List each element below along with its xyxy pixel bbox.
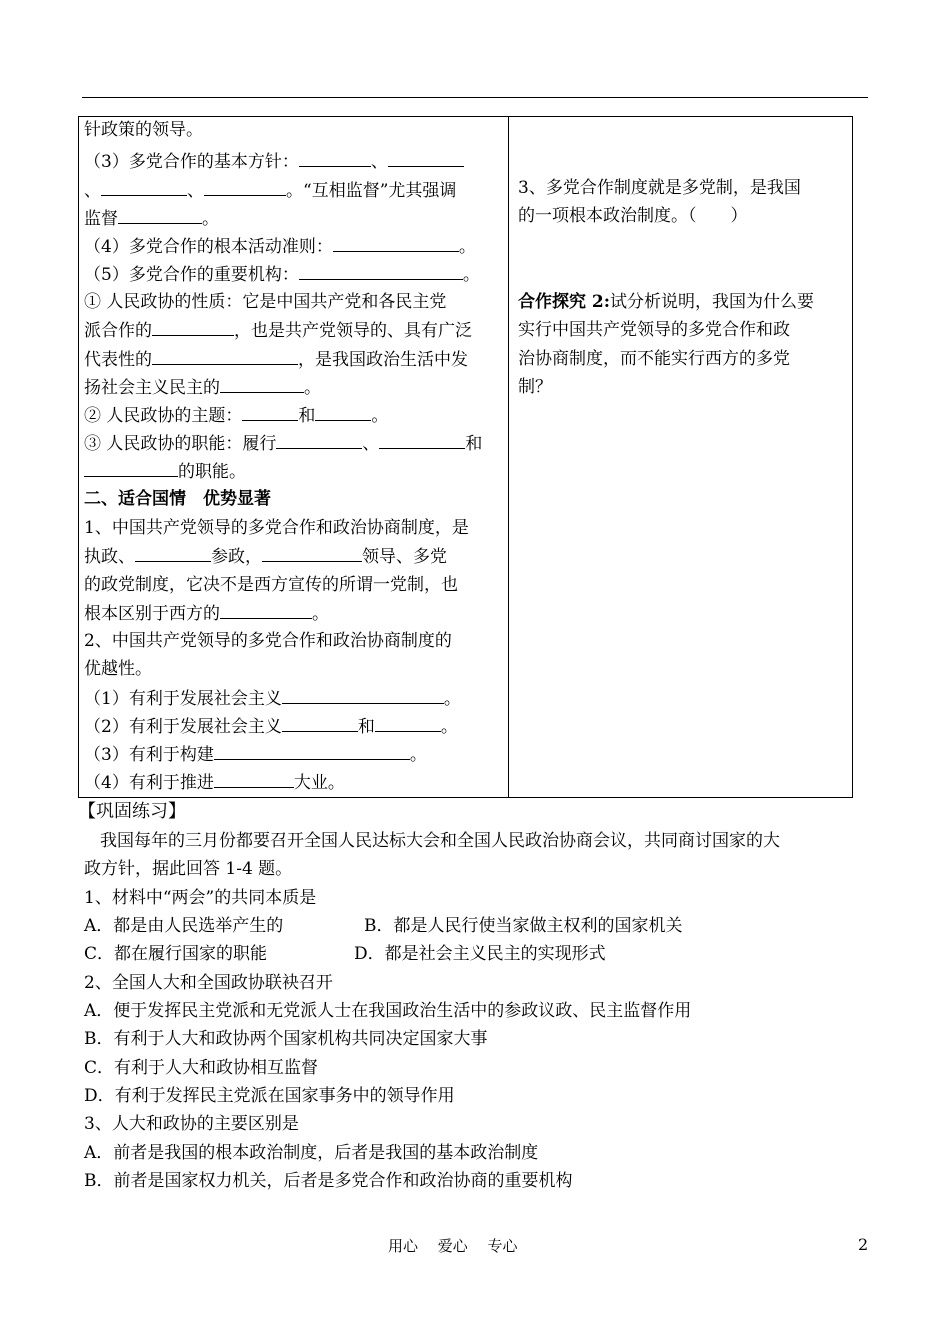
question-2-option-b[interactable]: B．有利于人大和政协两个国家机构共同决定国家大事	[84, 1029, 488, 1049]
left-line-19: 2、中国共产党领导的多党合作和政治协商制度的	[84, 631, 452, 651]
text: 。	[462, 265, 480, 285]
fill-blank[interactable]	[262, 546, 362, 562]
text: 的职能。	[178, 462, 246, 482]
left-line-8	[84, 320, 472, 341]
text: 根本区别于西方的	[84, 604, 220, 624]
section-heading-2: 二、适合国情 优势显著	[84, 489, 271, 509]
text: （3）有利于构建	[84, 745, 214, 765]
question-1: 1、材料中“两会”的共同本质是	[84, 888, 317, 908]
text: 和	[465, 434, 483, 454]
text: （4）多党合作的根本活动准则：	[84, 237, 333, 257]
left-line-4	[84, 208, 219, 229]
question-2-option-c[interactable]: C．有利于人大和政协相互监督	[84, 1058, 319, 1078]
text: ③ 人民政协的职能：履行	[84, 434, 277, 454]
fill-blank[interactable]	[135, 546, 211, 562]
text: 、	[370, 152, 388, 172]
left-line-17: 的政党制度，它决不是西方宣传的所谓一党制，也	[84, 575, 458, 595]
text: ，也是共产党领导的、具有广泛	[234, 321, 472, 341]
text: 参政，	[211, 547, 262, 567]
left-line-13	[84, 461, 246, 482]
inquiry-label: 合作探究 2:	[518, 292, 611, 312]
text: 。	[443, 689, 461, 709]
text: 执政、	[84, 547, 135, 567]
left-line-6	[84, 264, 480, 285]
question-3: 3、人大和政协的主要区别是	[84, 1114, 299, 1134]
fill-blank[interactable]	[333, 236, 459, 252]
fill-blank[interactable]	[282, 716, 358, 732]
left-line-2	[84, 151, 464, 172]
left-line-10	[84, 377, 321, 398]
text: 、	[187, 181, 204, 201]
text: ② 人民政协的主题：	[84, 406, 243, 426]
right-line-4: 实行中国共产党领导的多党合作和政	[518, 320, 790, 340]
question-1-option-a[interactable]: A．都是由人民选举产生的	[84, 916, 284, 936]
fill-blank[interactable]	[276, 433, 362, 449]
text: 领导、多党	[362, 547, 447, 567]
fill-blank[interactable]	[220, 603, 312, 619]
footer-motto: 用心 爱心 专心	[388, 1237, 518, 1255]
practice-intro-1: 我国每年的三月份都要召开全国人民达标大会和全国人民政治协商会议，共同商讨国家的大	[100, 831, 780, 851]
fill-blank[interactable]	[204, 180, 286, 196]
fill-blank[interactable]	[152, 320, 234, 336]
text: 。	[202, 209, 219, 229]
fill-blank[interactable]	[299, 151, 371, 167]
text: 监督	[84, 209, 118, 229]
question-1-option-c[interactable]: C．都在履行国家的职能	[84, 944, 268, 964]
question-1-option-b[interactable]: B．都是人民行使当家做主权利的国家机关	[364, 916, 683, 936]
left-line-5	[84, 236, 476, 257]
text: 。“互相监督”尤其强调	[286, 181, 457, 201]
fill-blank[interactable]	[379, 433, 465, 449]
right-line-5: 治协商制度，而不能实行西方的多党	[518, 349, 790, 369]
left-line-23	[84, 744, 427, 765]
text: 。	[304, 378, 321, 398]
left-line-21	[84, 688, 461, 709]
text: 和	[298, 406, 316, 426]
text: 。	[371, 406, 389, 426]
table-column-divider	[508, 116, 509, 798]
text: 大业。	[293, 773, 345, 793]
text: 。	[312, 604, 329, 624]
fill-blank[interactable]	[152, 349, 298, 365]
left-line-11	[84, 405, 388, 426]
text: 和	[357, 717, 375, 737]
question-2-option-a[interactable]: A．便于发挥民主党派和无党派人士在我国政治生活中的参政议政、民主监督作用	[84, 1001, 692, 1021]
fill-blank[interactable]	[388, 151, 464, 167]
text: 。	[440, 717, 458, 737]
right-line-3	[518, 292, 814, 312]
left-line-1: 针政策的领导。	[84, 120, 203, 140]
text: ，是我国政治生活中发	[298, 350, 468, 370]
fill-blank[interactable]	[118, 208, 202, 224]
question-3-option-a[interactable]: A．前者是我国的根本政治制度，后者是我国的基本政治制度	[84, 1143, 539, 1163]
question-3-option-b[interactable]: B．前者是国家权力机关，后者是多党合作和政治协商的重要机构	[84, 1171, 573, 1191]
page-number: 2	[858, 1235, 869, 1254]
question-2-option-d[interactable]: D．有利于发挥民主党派在国家事务中的领导作用	[84, 1086, 455, 1106]
right-line-1: 3、多党合作制度就是多党制，是我国	[518, 178, 801, 198]
fill-blank[interactable]	[214, 744, 410, 760]
right-line-2: 的一项根本政治制度。（ ）	[518, 206, 748, 226]
fill-blank[interactable]	[101, 180, 187, 196]
left-line-24	[84, 772, 345, 793]
practice-intro-2: 政方针，据此回答 1-4 题。	[84, 859, 293, 879]
fill-blank[interactable]	[84, 461, 178, 477]
practice-heading: 【巩固练习】	[78, 801, 186, 822]
text: 扬社会主义民主的	[84, 378, 220, 398]
header-rule	[82, 97, 868, 98]
text: （1）有利于发展社会主义	[84, 689, 282, 709]
left-line-7: ① 人民政协的性质：它是中国共产党和各民主党	[84, 292, 447, 312]
text: （5）多党合作的重要机构：	[84, 265, 299, 285]
text: 、	[84, 181, 101, 201]
text: 代表性的	[84, 350, 152, 370]
fill-blank[interactable]	[299, 264, 463, 280]
left-line-15: 1、中国共产党领导的多党合作和政治协商制度，是	[84, 518, 469, 538]
text: 试分析说明，我国为什么要	[610, 292, 815, 312]
left-line-18	[84, 603, 329, 624]
text: 。	[409, 745, 427, 765]
text: （2）有利于发展社会主义	[84, 717, 282, 737]
text: 。	[458, 237, 476, 257]
left-line-9	[84, 349, 468, 370]
fill-blank[interactable]	[242, 405, 298, 421]
text: 、	[362, 434, 380, 454]
left-line-16	[84, 546, 447, 567]
left-line-3	[84, 180, 456, 201]
left-line-20: 优越性。	[84, 659, 152, 679]
fill-blank[interactable]	[214, 772, 294, 788]
fill-blank[interactable]	[315, 405, 371, 421]
text: （4）有利于推进	[84, 773, 214, 793]
text: 派合作的	[84, 321, 152, 341]
question-1-option-d[interactable]: D．都是社会主义民主的实现形式	[354, 944, 606, 964]
right-line-6: 制？	[518, 377, 552, 397]
left-line-22	[84, 716, 458, 737]
fill-blank[interactable]	[220, 377, 304, 393]
fill-blank[interactable]	[282, 688, 444, 704]
text: （3）多党合作的基本方针：	[84, 152, 299, 172]
question-2: 2、全国人大和全国政协联袂召开	[84, 973, 333, 993]
fill-blank[interactable]	[375, 716, 441, 732]
left-line-12	[84, 433, 482, 454]
